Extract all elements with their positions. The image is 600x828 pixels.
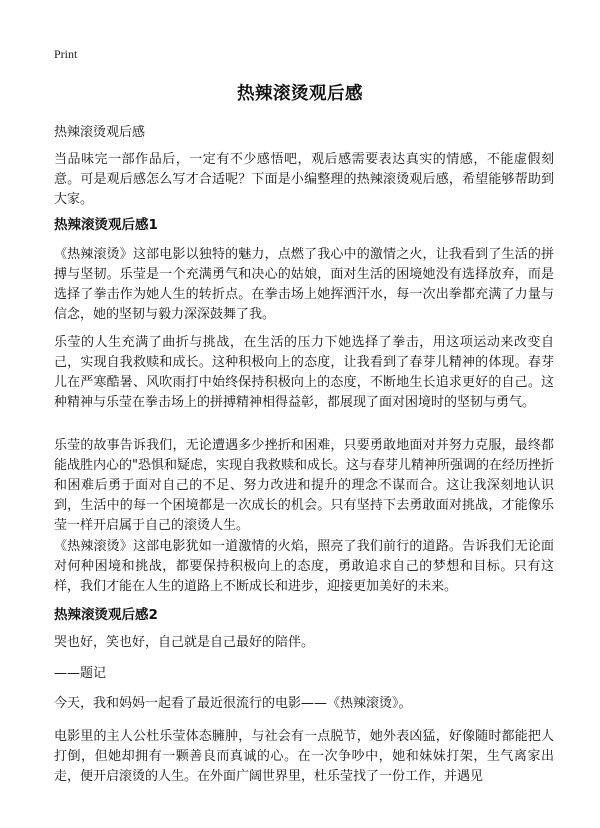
- section-2-heading: 热辣滚烫观后感2: [54, 607, 158, 623]
- section-1-heading: 热辣滚烫观后感1: [54, 217, 158, 233]
- section-2-paragraph-2: ——题记: [54, 666, 107, 681]
- page-title: 热辣滚烫观后感: [237, 84, 363, 104]
- section-2-paragraph-1: 哭也好，笑也好，自己就是自己最好的陪伴。: [54, 635, 315, 650]
- intro-paragraph: 当品味完一部作品后，一定有不少感悟吧，观后感需要表达真实的情感，不能虚假刻意。可是观后感怎么写才合适呢？下面是小编整理的热辣滚烫观后感，希望能够帮助到大家。: [54, 152, 554, 207]
- section-1-paragraph-2: 乐莹的人生充满了曲折与挑战，在生活的压力下她选择了拳击，用这项运动来改变自己，实现自我救赎和成长。这种积极向上的态度，让我看到了春芽儿精神的体现。春芽儿在严寒酷暑、风吹雨打中始终保持积极向上的态度，不断地生长追求更好的自己。这种精神与乐莹在拳击场上的拼搏精神相得益彰，都展现了面对困境时的坚韧与勇气。: [54, 335, 554, 410]
- document-subtitle: 热辣滚烫观后感: [54, 125, 146, 140]
- section-1-paragraph-3: 乐莹的故事告诉我们，无论遭遇多少挫折和困难，只要勇敢地面对并努力克服，最终都能战胜内心的"恐惧和疑虑，实现自我救赎和成长。这与春芽儿精神所强调的在经历挫折和困难后勇于面对自己的不足、努力改进和提升的理念不谋而合。这让我深刻地认识到，生活中的每一个困境都是一次成长的机会。只有坚持下去勇敢面对挑战，才能像乐莹一样开启属于自己的滚烫人生。: [54, 438, 554, 533]
- section-2-paragraph-4: 电影里的主人公杜乐莹体态臃肿，与社会有一点脱节，她外表凶猛，好像随时都能把人打倒，但她却拥有一颗善良而真诚的心。在一次争吵中，她和妹妹打架，生气离家出走，便开启滚烫的人生。在外面广阔世界里，杜乐莹找了一份工作，并遇见: [54, 729, 554, 784]
- section-1-paragraph-1: 《热辣滚烫》这部电影以独特的魅力，点燃了我心中的激情之火，让我看到了生活的拼搏与坚韧。乐莹是一个充满勇气和决心的姑娘，面对生活的困境她没有选择放弃，而是选择了拳击作为她人生的转折点。在拳击场上她挥洒汗水，每一次出拳都充满了力量与信念，她的坚韧与毅力深深鼓舞了我。: [54, 247, 554, 322]
- section-2-paragraph-3: 今天，我和妈妈一起看了最近很流行的电影——《热辣滚烫》。: [54, 696, 412, 711]
- print-link[interactable]: Print: [54, 47, 78, 61]
- section-1-paragraph-4: 《热辣滚烫》这部电影犹如一道激情的火焰，照亮了我们前行的道路。告诉我们无论面对何种困境和挑战，都要保持积极向上的态度，勇敢追求自己的梦想和目标。只有这样，我们才能在人生的道路上不断成长和进步，迎接更加美好的未来。: [54, 539, 554, 594]
